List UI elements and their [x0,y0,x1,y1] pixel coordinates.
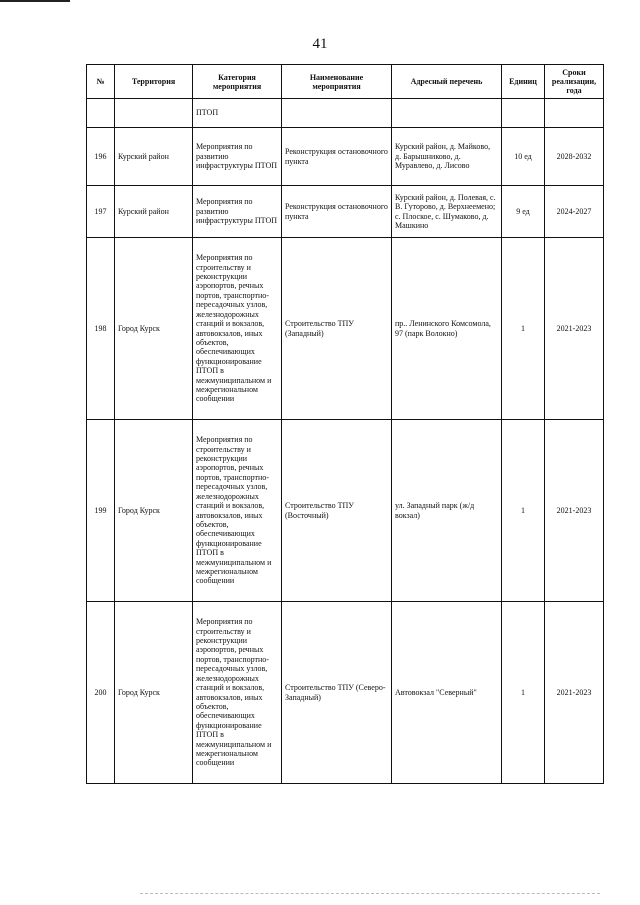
table-row [87,186,604,238]
cell-territory: Курский район [115,128,193,186]
cell-empty [282,99,392,128]
scan-artifact-line [140,893,600,895]
cell-empty [87,99,115,128]
cell-category: ПТОП [193,99,282,128]
cell-units: 9 ед [502,186,545,238]
cell-category: Мероприятия по строительству и реконструкции аэропортов, речных портов, транспортно-пересадочных узлов, железнодорожных станций и вокзалов, автовокзалов, иных объектов, обеспечивающих функционирование ПТОП в межмуниципальном и межрегиональном сообщении [193,602,282,784]
cell-territory: Город Курск [115,602,193,784]
cell-empty [502,99,545,128]
cell-num: 200 [87,602,115,784]
cell-deadline: 2021-2023 [545,420,604,602]
cell-deadline: 2021-2023 [545,602,604,784]
cell-empty [545,99,604,128]
cell-address: Автовокзал "Северный" [392,602,502,784]
table-row [87,420,604,602]
header-address: Адресный перечень [392,65,502,99]
cell-units: 10 ед [502,128,545,186]
table-header-row [87,65,604,99]
cell-category: Мероприятия по строительству и реконструкции аэропортов, речных портов, транспортно-пересадочных узлов, железнодорожных станций и вокзалов, автовокзалов, иных объектов, обеспечивающих функционирование ПТОП в межмуниципальном и межрегиональном сообщении [193,238,282,420]
cell-name: Реконструкция остановочного пункта [282,186,392,238]
cell-empty [115,99,193,128]
measures-table [86,64,604,784]
header-name: Наименование мероприятия [282,65,392,99]
cell-address: Курский район, д. Майково, д. Барышниково, д. Муравлево, д. Лисово [392,128,502,186]
cell-name: Строительство ТПУ (Северо-Западный) [282,602,392,784]
cell-category: Мероприятия по строительству и реконструкции аэропортов, речных портов, транспортно-пересадочных узлов, железнодорожных станций и вокзалов, автовокзалов, иных объектов, обеспечивающих функционирование ПТОП в межмуниципальном и межрегиональном сообщении [193,420,282,602]
top-edge-line [0,0,70,2]
cell-territory: Город Курск [115,420,193,602]
table-row [87,128,604,186]
table-row [87,602,604,784]
cell-num: 197 [87,186,115,238]
cell-units: 1 [502,602,545,784]
cell-num: 198 [87,238,115,420]
header-num: № [87,65,115,99]
cell-address: ул. Западный парк (ж/д вокзал) [392,420,502,602]
cell-units: 1 [502,238,545,420]
cell-category: Мероприятия по развитию инфраструктуры ПТОП [193,128,282,186]
cell-territory: Курский район [115,186,193,238]
cell-deadline: 2021-2023 [545,238,604,420]
cell-address: Курский район, д. Полевая, с. В. Гуторово, д. Верхнеемено; с. Плоское, с. Шумаково, д. Машкино [392,186,502,238]
table-row-carry-over [87,99,604,128]
header-category: Категория мероприятия [193,65,282,99]
cell-units: 1 [502,420,545,602]
cell-num: 196 [87,128,115,186]
cell-name: Строительство ТПУ (Восточный) [282,420,392,602]
cell-deadline: 2028-2032 [545,128,604,186]
header-territory: Территория [115,65,193,99]
cell-territory: Город Курск [115,238,193,420]
cell-name: Реконструкция остановочного пункта [282,128,392,186]
cell-name: Строительство ТПУ (Западный) [282,238,392,420]
cell-num: 199 [87,420,115,602]
cell-deadline: 2024-2027 [545,186,604,238]
header-units: Единиц [502,65,545,99]
header-deadline: Сроки реализации, года [545,65,604,99]
cell-empty [392,99,502,128]
cell-category: Мероприятия по развитию инфраструктуры ПТОП [193,186,282,238]
cell-address: пр.. Ленинского Комсомола, 97 (парк Волокно) [392,238,502,420]
page-number: 41 [312,36,328,52]
table-row [87,238,604,420]
